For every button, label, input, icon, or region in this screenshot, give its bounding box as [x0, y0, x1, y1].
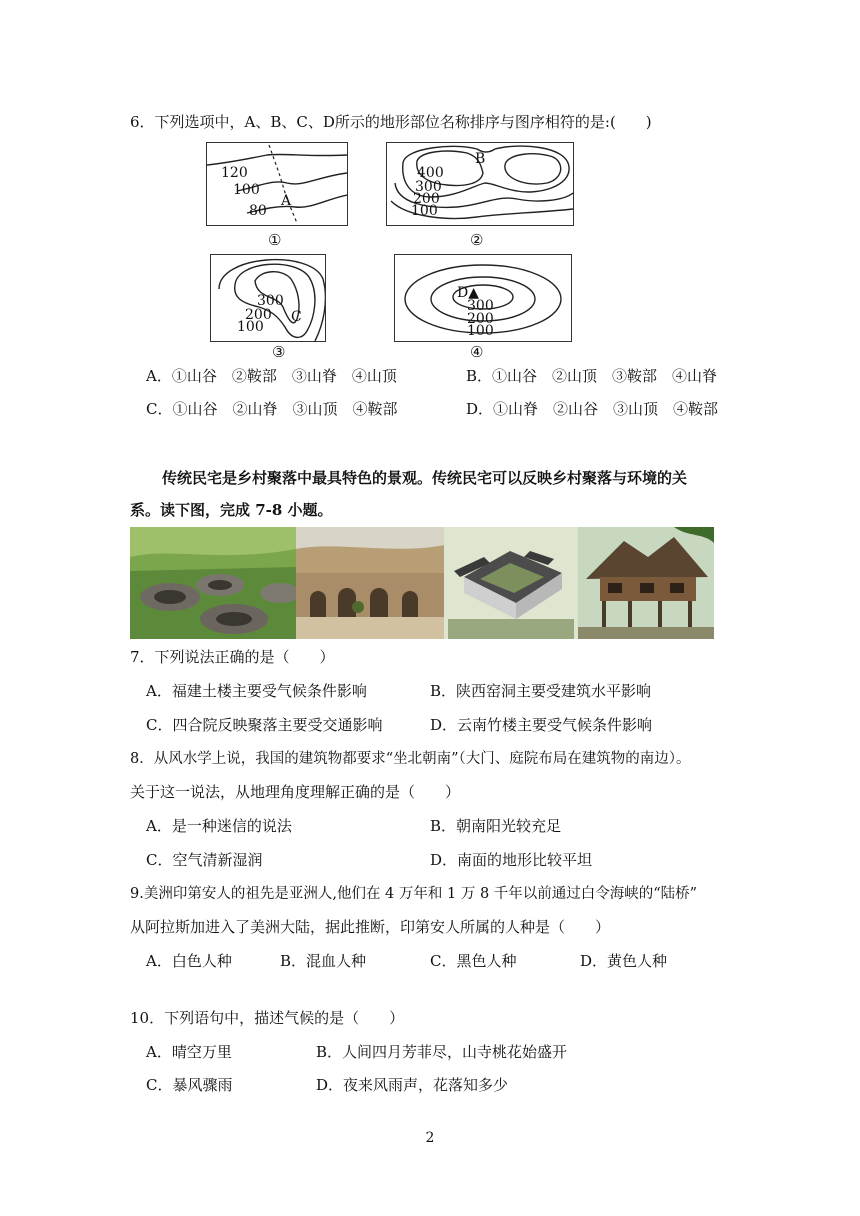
q9-option-d: D．黄色人种 — [580, 952, 668, 970]
q9-stem-line2: 从阿拉斯加进入了美洲大陆，据此推断，印第安人所属的人种是（ ） — [130, 918, 611, 936]
q10-option-d: D．夜来风雨声，花落知多少 — [316, 1076, 509, 1094]
map4-point-d: D▲ — [457, 285, 479, 301]
map2-point-b: B — [475, 151, 486, 167]
map2-contour-100: 100 — [411, 203, 438, 219]
q8-option-a: A．是一种迷信的说法 — [146, 817, 292, 835]
q6-option-a: A．①山谷 ②鞍部 ③山脊 ④山顶 — [146, 367, 397, 385]
contour-map-1 — [206, 142, 348, 226]
q10-option-a: A．晴空万里 — [146, 1043, 232, 1061]
q8-stem-line1: 8．从风水学上说，我国的建筑物都要求“坐北朝南”（大门、庭院布局在建筑物的南边）。 — [130, 751, 691, 767]
q10-option-b: B．人间四月芳菲尽，山寺桃花始盛开 — [316, 1043, 568, 1061]
map4-label: ④ — [470, 343, 484, 361]
contour-map-2 — [386, 142, 574, 226]
q6-option-d: D．①山脊 ②山谷 ③山顶 ④鞍部 — [466, 400, 719, 418]
map4-contour-100: 100 — [467, 323, 494, 339]
map3-contour-300: 300 — [257, 293, 284, 309]
q6-option-b: B．①山谷 ②山顶 ③鞍部 ④山脊 — [466, 367, 718, 385]
q8-stem-line2: 关于这一说法，从地理角度理解正确的是（ ） — [130, 783, 461, 801]
photo-fujian-tulou — [130, 527, 296, 639]
contour-map-4 — [394, 254, 572, 342]
q10-stem: 10．下列语句中，描述气候的是（ ） — [130, 1009, 405, 1027]
intro-7-8-line2: 系。读下图，完成 7-8 小题。 — [130, 501, 333, 519]
page-number: 2 — [425, 1130, 435, 1146]
map1-label: ① — [268, 231, 282, 249]
q7-option-b: B．陕西窑洞主要受建筑水平影响 — [430, 682, 652, 700]
photo-shaanxi-yaodong — [296, 527, 444, 639]
q9-option-b: B．混血人种 — [280, 952, 367, 970]
q6-stem: 6．下列选项中，A、B、C、D所示的地形部位名称排序与图序相符的是:( ) — [130, 113, 652, 131]
map2-label: ② — [470, 231, 484, 249]
map1-contour-120: 120 — [221, 165, 248, 181]
map2-contour-400: 400 — [417, 165, 444, 181]
q8-option-d: D．南面的地形比较平坦 — [430, 851, 593, 869]
photo-siheyuan — [444, 527, 578, 639]
q8-option-b: B．朝南阳光较充足 — [430, 817, 562, 835]
contour-map-3 — [210, 254, 326, 342]
q7-option-a: A．福建土楼主要受气候条件影响 — [146, 682, 367, 700]
map4-contour-200: 200 — [467, 311, 494, 327]
q7-option-d: D．云南竹楼主要受气候条件影响 — [430, 716, 653, 734]
photo-yunnan-zhulou — [578, 527, 714, 639]
map3-label: ③ — [272, 343, 286, 361]
q10-option-c: C．暴风骤雨 — [146, 1076, 233, 1094]
map2-contour-300: 300 — [415, 179, 442, 195]
q8-option-c: C．空气清新湿润 — [146, 851, 263, 869]
contour-lines-1 — [207, 143, 347, 225]
q9-option-c: C．黑色人种 — [430, 952, 517, 970]
map3-contour-100: 100 — [237, 319, 264, 335]
map3-point-c: C — [291, 309, 302, 325]
q7-stem: 7．下列说法正确的是（ ） — [130, 648, 335, 666]
q6-option-c: C．①山谷 ②山脊 ③山顶 ④鞍部 — [146, 400, 398, 418]
map4-contour-300: 300 — [467, 298, 494, 314]
intro-7-8-line1: 传统民宅是乡村聚落中最具特色的景观。传统民宅可以反映乡村聚落与环境的关 — [162, 469, 688, 487]
map1-contour-80: 80 — [249, 203, 267, 219]
map2-contour-200: 200 — [413, 191, 440, 207]
q7-option-c: C．四合院反映聚落主要受交通影响 — [146, 716, 383, 734]
map1-contour-100: 100 — [233, 182, 260, 198]
q9-option-a: A．白色人种 — [146, 952, 232, 970]
map1-point-a: A — [281, 193, 292, 209]
q9-stem-line1: 9.美洲印第安人的祖先是亚洲人,他们在 4 万年和 1 万 8 千年以前通过白令海峡的“陆桥” — [130, 886, 698, 902]
map3-contour-200: 200 — [245, 307, 272, 323]
